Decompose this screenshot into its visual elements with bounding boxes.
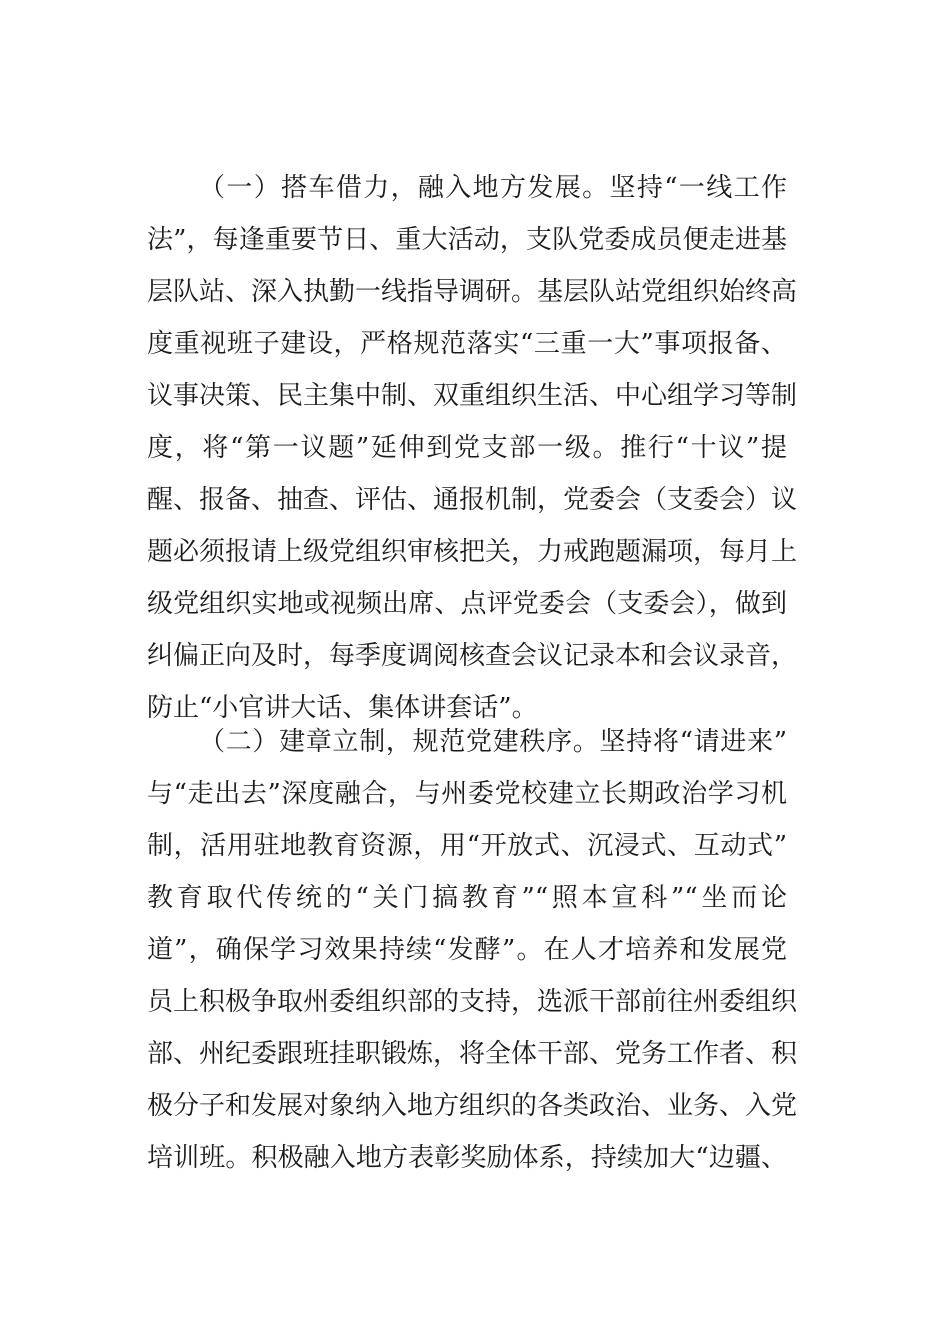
text-line: 度重视班子建设，严格规范落实“三重一大”事项报备、 [147,329,787,359]
text-line: 议事决策、民主集中制、双重组织生活、中心组学习等制 [147,381,798,411]
text-line: 醒、报备、抽查、评估、通报机制，党委会（支委会）议 [147,485,798,515]
text-line: 与“走出去”深度融合，与州委党校建立长期政治学习机 [147,779,787,809]
text-line: 题必须报请上级党组织审核把关，力戒跑题漏项，每月上 [147,537,798,567]
text-line: 制，活用驻地教育资源，用“开放式、沉浸式、互动式” [147,831,787,861]
text-line: 道”，确保学习效果持续“发酵”。在人才培养和发展党 [147,935,787,965]
text-line: 防止“小官讲大话、集体讲套话”。 [147,693,538,723]
text-line: 纠偏正向及时，每季度调阅核查会议记录本和会议录音， [147,641,798,671]
text-line: 法”，每逢重要节日、重大活动，支队党委成员便走进基 [147,225,787,255]
text-line: （一）搭车借力，融入地方发展。坚持“一线工作 [199,173,787,203]
text-line: 员上积极争取州委组织部的支持，选派干部前往州委组织 [147,987,798,1017]
text-line: 部、州纪委跟班挂职锻炼，将全体干部、党务工作者、积 [147,1039,798,1069]
text-line: 教育取代传统的“关门搞教育”“照本宣科”“坐而论 [147,883,787,913]
text-line: 级党组织实地或视频出席、点评党委会（支委会），做到 [147,589,787,619]
paragraph-2 [147,724,798,1192]
text-line: 极分子和发展对象纳入地方组织的各类政治、业务、入党 [147,1091,798,1121]
text-line: （二）建章立制，规范党建秩序。坚持将“请进来” [199,727,787,757]
text-line: 度，将“第一议题”延伸到党支部一级。推行“十议”提 [147,433,787,463]
paragraph-1 [147,170,798,742]
text-line: 培训班。积极融入地方表彰奖励体系，持续加大“边疆、 [147,1143,787,1173]
text-line: 层队站、深入执勤一线指导调研。基层队站党组织始终高 [147,277,798,307]
